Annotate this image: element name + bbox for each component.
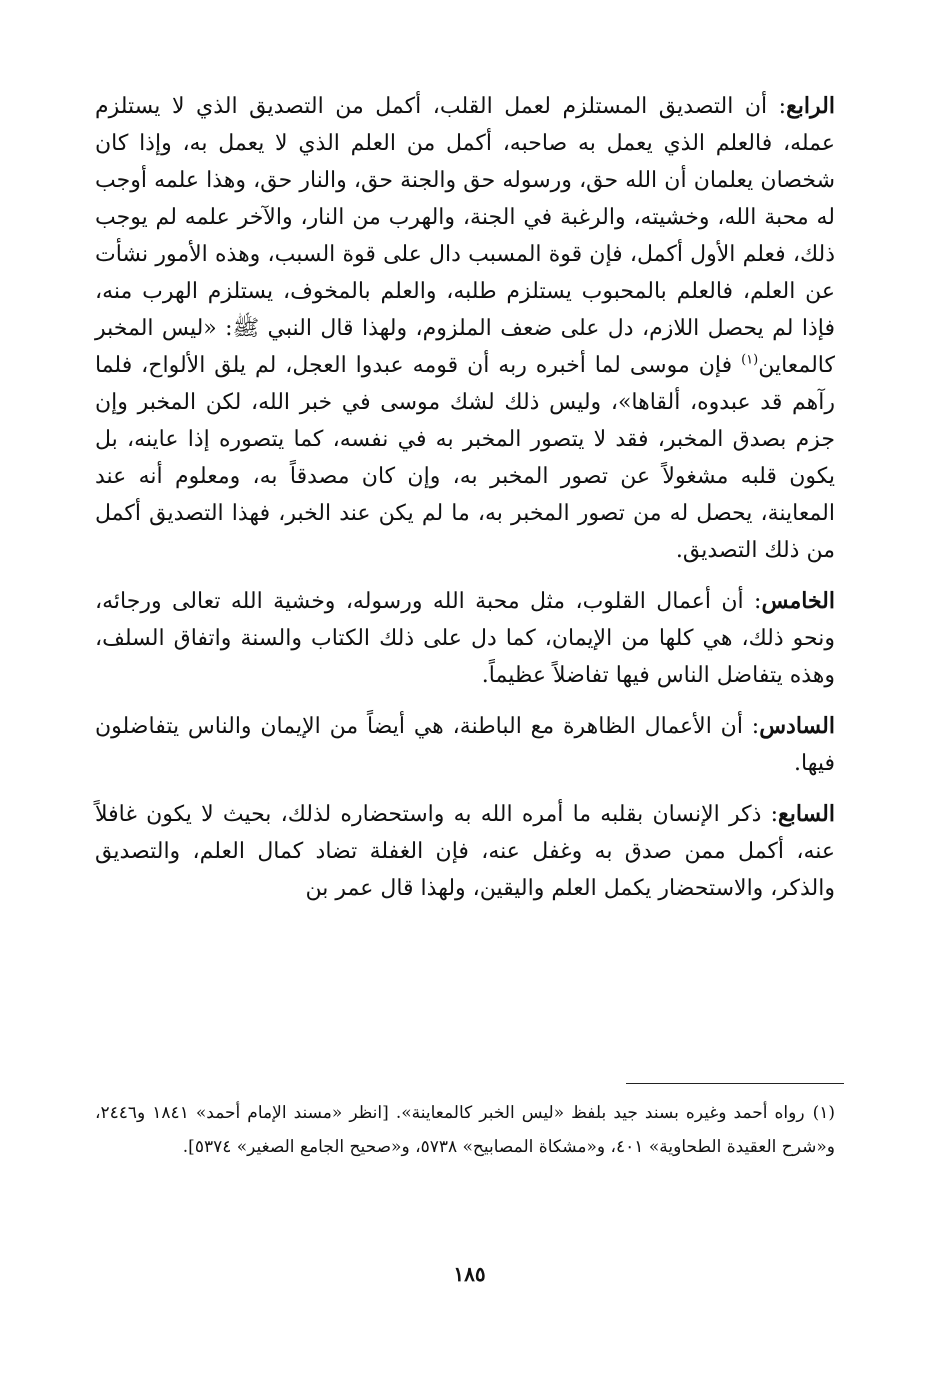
- paragraph-text: : أن الأعمال الظاهرة مع الباطنة، هي أيضاً من الإيمان والناس يتفاضلون فيها.: [95, 714, 835, 776]
- paragraph-fourth: [95, 88, 835, 569]
- paragraph-text: : ذكر الإنسان بقلبه ما أمره الله به واستحضاره لذلك، بحيث لا يكون غافلاً عنه، أكمل ممن صدق به وغفل عنه، فإن الغفلة تضاد كمال العلم، والتصديق والذكر، والاستحضار يكمل العلم واليقين، ولهذا قال عمر بن: [95, 802, 835, 901]
- page-body: [95, 88, 835, 921]
- footnotes: [95, 1096, 835, 1164]
- paragraph-lead: الرابع: [786, 93, 835, 119]
- paragraph-seventh: [95, 796, 835, 907]
- paragraph-text: : أن أعمال القلوب، مثل محبة الله ورسوله، وخشية الله تعالى ورجائه، ونحو ذلك، هي كلها من الإيمان، كما دل على ذلك الكتاب والسنة واتفاق السلف، وهذه يتفاضل الناس فيها تفاضلاً عظيماً.: [95, 589, 835, 688]
- page-number: ١٨٥: [453, 1262, 486, 1286]
- footnote-text: رواه أحمد وغيره بسند جيد بلفظ «ليس الخبر كالمعاينة». [انظر «مسند الإمام أحمد» ١٨٤١ و٢٤٤٦، و«شرح العقيدة الطحاوية» ٤٠١، و«مشكاة المصابيح» ٥٧٣٨، و«صحيح الجامع الصغير» ٥٣٧٤].: [95, 1103, 835, 1157]
- paragraph-lead: السابع: [778, 801, 835, 827]
- footnote-divider: [626, 1083, 844, 1084]
- paragraph-text: : أن التصديق المستلزم لعمل القلب، أكمل من التصديق الذي لا يستلزم عمله، فالعلم الذي يعمل به صاحبه، أكمل من العلم الذي لا يعمل به، وإذا كان شخصان يعلمان أن الله حق، ورسوله حق والجنة حق، والنار حق، وهذا علمه أوجب له محبة الله، وخشيته، والرغبة في الجنة، والهرب من النار، والآخر علمه لم يوجب ذلك، فعلم الأول أكمل، فإن قوة المسبب دال على قوة السبب، وهذه الأمور نشأت عن العلم، فالعلم بالمحبوب يستلزم طلبه، والعلم بالمخوف، يستلزم الهرب منه، فإذا لم يحصل اللازم، دل على ضعف الملزوم، ولهذا قال النبي ﷺ: «ليس المخبر كالمعاين: [95, 94, 835, 378]
- paragraph-lead: الخامس: [761, 588, 835, 614]
- footnote-reference[interactable]: (١): [741, 352, 759, 368]
- paragraph-sixth: [95, 708, 835, 782]
- footnote-item: [95, 1096, 835, 1164]
- paragraph-lead: السادس: [759, 713, 835, 739]
- paragraph-fifth: [95, 583, 835, 694]
- footnote-number: (١): [812, 1103, 835, 1123]
- paragraph-text-continued: فإن موسى لما أخبره ربه أن قومه عبدوا العجل، لم يلق الألواح، فلما رآهم قد عبدوه، ألقاها»، وليس ذلك لشك موسى في خبر الله، لكن المخبر وإن جزم بصدق المخبر، فقد لا يتصور المخبر به في نفسه، كما يتصوره إذا عاينه، بل يكون قلبه مشغولاً عن تصور المخبر به، وإن كان مصدقاً به، ومعلوم أنه عند المعاينة، يحصل له من تصور المخبر به، ما لم يكن عند الخبر، فهذا التصديق أكمل من ذلك التصديق.: [95, 353, 835, 563]
